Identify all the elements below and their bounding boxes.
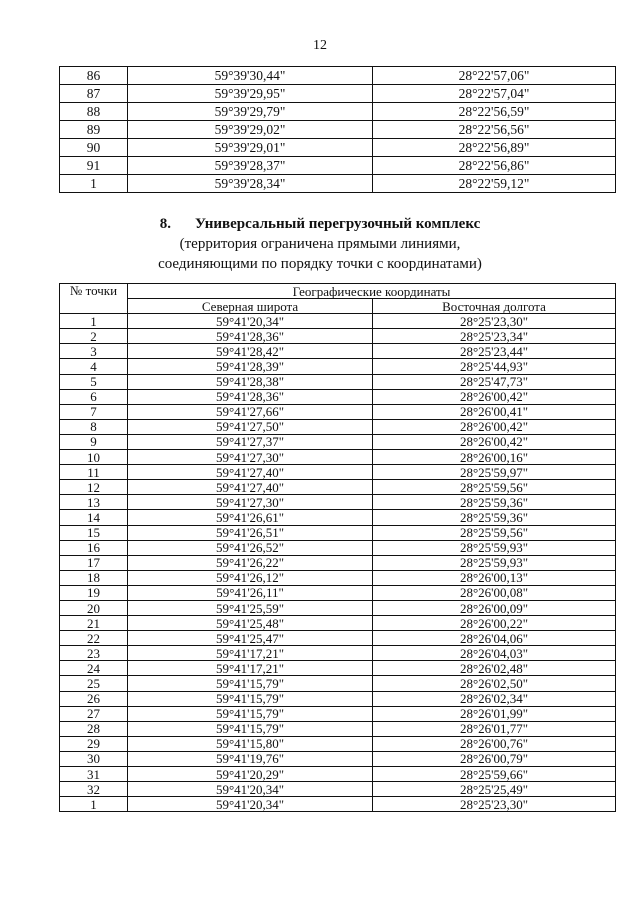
longitude-cell: 28°22'56,86" [373,157,616,175]
latitude-cell: 59°41'28,36" [128,329,373,344]
table-row [60,676,616,691]
latitude-cell: 59°41'28,36" [128,389,373,404]
latitude-cell: 59°41'27,30" [128,450,373,465]
table-row [60,495,616,510]
table-row [60,157,616,175]
latitude-cell: 59°41'25,59" [128,600,373,615]
longitude-cell: 28°26'01,99" [373,706,616,721]
point-number-cell: 87 [60,85,128,103]
table-row [60,631,616,646]
coordinates-table-continued [59,66,616,193]
table-row [60,139,616,157]
latitude-cell: 59°41'27,30" [128,495,373,510]
latitude-cell: 59°39'28,34" [128,175,373,193]
table-row [60,374,616,389]
table-row [60,480,616,495]
latitude-cell: 59°41'26,12" [128,570,373,585]
longitude-cell: 28°25'59,56" [373,525,616,540]
table-row [60,691,616,706]
table-row [60,314,616,329]
table-row [60,359,616,374]
latitude-cell: 59°41'25,47" [128,631,373,646]
table-row [60,797,616,812]
longitude-cell: 28°22'59,12" [373,175,616,193]
header-geo-coordinates: Географические координаты [128,284,616,299]
longitude-cell: 28°25'59,93" [373,555,616,570]
table-row [60,782,616,797]
longitude-cell: 28°25'23,34" [373,329,616,344]
latitude-cell: 59°41'27,50" [128,419,373,434]
longitude-cell: 28°25'59,56" [373,480,616,495]
point-number-cell: 13 [60,495,128,510]
latitude-cell: 59°41'20,29" [128,767,373,782]
longitude-cell: 28°22'56,59" [373,103,616,121]
latitude-cell: 59°39'29,79" [128,103,373,121]
point-number-cell: 25 [60,676,128,691]
point-number-cell: 32 [60,782,128,797]
point-number-cell: 17 [60,555,128,570]
coordinates-table [59,283,616,812]
longitude-cell: 28°26'00,09" [373,600,616,615]
header-east-longitude: Восточная долгота [373,299,616,314]
longitude-cell: 28°25'59,93" [373,540,616,555]
latitude-cell: 59°41'26,61" [128,510,373,525]
point-number-cell: 91 [60,157,128,175]
latitude-cell: 59°41'27,37" [128,434,373,449]
point-number-cell: 22 [60,631,128,646]
point-number-cell: 10 [60,450,128,465]
longitude-cell: 28°25'44,93" [373,359,616,374]
longitude-cell: 28°25'23,30" [373,314,616,329]
longitude-cell: 28°26'01,77" [373,721,616,736]
point-number-cell: 1 [60,314,128,329]
point-number-cell: 2 [60,329,128,344]
latitude-cell: 59°41'28,38" [128,374,373,389]
point-number-cell: 18 [60,570,128,585]
latitude-cell: 59°41'26,11" [128,585,373,600]
latitude-cell: 59°41'15,79" [128,691,373,706]
point-number-cell: 89 [60,121,128,139]
latitude-cell: 59°41'26,22" [128,555,373,570]
longitude-cell: 28°26'04,06" [373,631,616,646]
latitude-cell: 59°41'15,79" [128,676,373,691]
table-row [60,751,616,766]
point-number-cell: 5 [60,374,128,389]
longitude-cell: 28°26'00,16" [373,450,616,465]
point-number-cell: 88 [60,103,128,121]
point-number-cell: 23 [60,646,128,661]
latitude-cell: 59°41'28,42" [128,344,373,359]
longitude-cell: 28°26'02,34" [373,691,616,706]
point-number-cell: 15 [60,525,128,540]
table-row [60,67,616,85]
table-row [60,570,616,585]
longitude-cell: 28°26'02,48" [373,661,616,676]
table-row [60,736,616,751]
point-number-cell: 20 [60,600,128,615]
longitude-cell: 28°26'00,42" [373,389,616,404]
table-row [60,510,616,525]
latitude-cell: 59°39'30,44" [128,67,373,85]
table-row [60,450,616,465]
longitude-cell: 28°25'59,36" [373,510,616,525]
latitude-cell: 59°41'27,66" [128,404,373,419]
point-number-cell: 9 [60,434,128,449]
table-row [60,175,616,193]
longitude-cell: 28°26'04,03" [373,646,616,661]
point-number-cell: 27 [60,706,128,721]
latitude-cell: 59°39'29,02" [128,121,373,139]
table-row [60,121,616,139]
table-row [60,465,616,480]
point-number-cell: 3 [60,344,128,359]
table-row [60,706,616,721]
section-title: Универсальный перегрузочный комплекс [194,216,481,232]
longitude-cell: 28°25'25,49" [373,782,616,797]
point-number-cell: 6 [60,389,128,404]
table-row [60,404,616,419]
point-number-cell: 30 [60,751,128,766]
point-number-cell: 28 [60,721,128,736]
latitude-cell: 59°41'15,79" [128,721,373,736]
longitude-cell: 28°22'57,04" [373,85,616,103]
point-number-cell: 19 [60,585,128,600]
point-number-cell: 1 [60,175,128,193]
latitude-cell: 59°41'20,34" [128,782,373,797]
point-number-cell: 1 [60,797,128,812]
point-number-cell: 26 [60,691,128,706]
table-row [60,600,616,615]
longitude-cell: 28°25'23,44" [373,344,616,359]
point-number-cell: 8 [60,419,128,434]
latitude-cell: 59°41'27,40" [128,465,373,480]
table-row [60,661,616,676]
longitude-cell: 28°25'59,97" [373,465,616,480]
latitude-cell: 59°39'28,37" [128,157,373,175]
longitude-cell: 28°22'56,89" [373,139,616,157]
point-number-cell: 12 [60,480,128,495]
latitude-cell: 59°41'19,76" [128,751,373,766]
page-number: 12 [313,38,327,53]
table-row [60,389,616,404]
longitude-cell: 28°25'59,36" [373,495,616,510]
table-row [60,103,616,121]
section-heading [0,214,640,274]
point-number-cell: 31 [60,767,128,782]
latitude-cell: 59°41'26,52" [128,540,373,555]
longitude-cell: 28°25'23,30" [373,797,616,812]
table-row [60,434,616,449]
longitude-cell: 28°26'00,42" [373,434,616,449]
table-row [60,646,616,661]
latitude-cell: 59°41'27,40" [128,480,373,495]
longitude-cell: 28°26'00,41" [373,404,616,419]
longitude-cell: 28°25'47,73" [373,374,616,389]
point-number-cell: 24 [60,661,128,676]
table-row [60,767,616,782]
table-row [60,344,616,359]
table-row [60,555,616,570]
point-number-cell: 4 [60,359,128,374]
latitude-cell: 59°41'28,39" [128,359,373,374]
point-number-cell: 7 [60,404,128,419]
header-north-latitude: Северная широта [128,299,373,314]
section-subtitle-line-2: соединяющими по порядку точки с координатами) [158,256,482,272]
point-number-cell: 11 [60,465,128,480]
latitude-cell: 59°41'25,48" [128,616,373,631]
latitude-cell: 59°39'29,95" [128,85,373,103]
point-number-cell: 21 [60,616,128,631]
longitude-cell: 28°26'00,13" [373,570,616,585]
latitude-cell: 59°41'15,80" [128,736,373,751]
longitude-cell: 28°26'00,42" [373,419,616,434]
header-point-number: № точки [60,284,128,314]
table-row [60,616,616,631]
table-row [60,525,616,540]
table-row [60,585,616,600]
longitude-cell: 28°26'00,79" [373,751,616,766]
latitude-cell: 59°41'26,51" [128,525,373,540]
latitude-cell: 59°39'29,01" [128,139,373,157]
point-number-cell: 14 [60,510,128,525]
latitude-cell: 59°41'15,79" [128,706,373,721]
longitude-cell: 28°26'00,08" [373,585,616,600]
longitude-cell: 28°22'56,56" [373,121,616,139]
table-row [60,540,616,555]
point-number-cell: 86 [60,67,128,85]
latitude-cell: 59°41'20,34" [128,797,373,812]
table-row [60,85,616,103]
table-row [60,329,616,344]
section-title-line [0,214,640,234]
point-number-cell: 29 [60,736,128,751]
table-row [60,721,616,736]
table-row [60,419,616,434]
latitude-cell: 59°41'20,34" [128,314,373,329]
section-number: 8. [159,216,171,232]
section-subtitle-line-1: (территория ограничена прямыми линиями, [179,236,461,252]
longitude-cell: 28°26'00,22" [373,616,616,631]
longitude-cell: 28°26'02,50" [373,676,616,691]
longitude-cell: 28°25'59,66" [373,767,616,782]
longitude-cell: 28°22'57,06" [373,67,616,85]
longitude-cell: 28°26'00,76" [373,736,616,751]
latitude-cell: 59°41'17,21" [128,661,373,676]
latitude-cell: 59°41'17,21" [128,646,373,661]
point-number-cell: 16 [60,540,128,555]
point-number-cell: 90 [60,139,128,157]
